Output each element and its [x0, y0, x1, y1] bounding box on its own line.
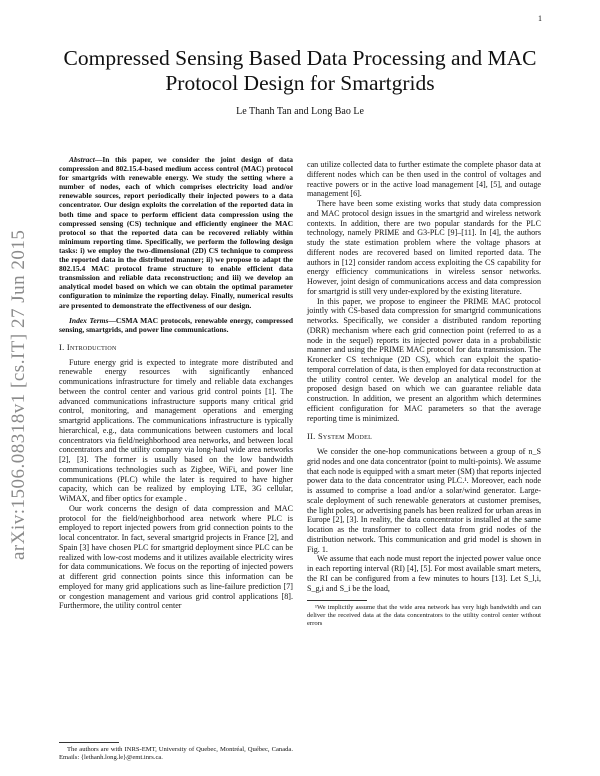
intro-paragraph: Our work concerns the design of data compression and MAC protocol for the field/neighborhood area network where PLC is employed to report injected powers from grid connection points to the local concentrator. In fact, several smartgrid projects in France [2], and Spain [3] have chosen PLC for smartgrid deployment since PLC can be realized with low-cost modems and it utilizes available electricity wires for data communications. We focus on the reporting of injected powers at different grid connection points since this information can be employed for many grid applications such as line-failure prediction [7] or congestion management and various grid control applications [8]. Furthermore, the utility control center — [59, 503, 293, 611]
left-footnote-block — [59, 735, 293, 762]
footnote-rule — [59, 742, 119, 743]
section-heading-introduction: I. Introduction — [59, 342, 117, 352]
paper-title: Compressed Sensing Based Data Processing and MAC Protocol Design for Smartgrids — [63, 46, 537, 95]
left-column — [59, 155, 293, 611]
section-heading-system-model: II. System Model — [307, 432, 373, 442]
abstract-lead: Abstract — [69, 155, 95, 164]
index-terms-text: —CSMA MAC protocols, renewable energy, compressed sensing, smartgrids, and power line communications. — [59, 315, 293, 334]
paper-authors: Le Thanh Tan and Long Bao Le — [236, 106, 364, 117]
arxiv-stamp: arXiv:1506.08318v1 [cs.IT] 27 Jun 2015 — [8, 229, 29, 560]
footnote-rule — [307, 600, 367, 601]
author-footnote: The authors are with INRS-EMT, University of Quebec, Montréal, Québec, Canada. Emails: {lethanh.long.le}@emt.inrs.ca. — [59, 746, 293, 761]
index-terms-lead: Index Terms — [69, 315, 109, 325]
index-terms — [59, 316, 293, 334]
right-column — [307, 160, 541, 628]
intro-paragraph: Future energy grid is expected to integrate more distributed and renewable energy resources with significantly enhanced communications infrastructure for timely and reliable data exchanges between the control center and various grid control points [1]. The advanced communications infrastructure supports many critical grid control, monitoring, and management operations and emerging smartgrid applications. The communications infrastructure is typically hierarchical, e.g., data communications between customers and local concentrators via field/neighborhood area networks, and between local concentrators and the utility company via long-haul wide area networks [2], [3]. The former is usually based on the low bandwidth communications technologies such as Zigbee, WiFi, and power line communications (PLC) while the later is required to have higher capacity, which can be realized by employing LTE, 3G cellular, WiMAX, and fiber optics for example . — [59, 357, 293, 504]
abstract — [59, 155, 293, 310]
page-number: 1 — [538, 14, 542, 23]
body-paragraph: There have been some existing works that study data compression and MAC protocol design issues in the smartgrid and wireless network contexts. In addition, there are two popular standards for the PLC technology, namely PRIME and G3-PLC [9]–[11]. In [4], the authors study the state estimation problem where the voltage phasors at different nodes are recovered based on limited reported data. The authors in [12] consider random access exploiting the CS capability for energy efficiency communications in wireless sensor networks. However, joint design of communications access and data compression for smartgrid is still very under-explored by the existing literature. — [307, 199, 541, 296]
system-footnote: ¹We implicitly assume that the wide area network has very high bandwidth and can deliver the received data at the data concentrators to the utility control center without errors — [307, 604, 541, 628]
body-paragraph: In this paper, we propose to engineer the PRIME MAC protocol jointly with CS-based data compression for smartgrid communications networks. Specifically, we consider a distributed random reporting (DRR) mechanism where each grid connection point (referred to as a node in the sequel) reports its injected power data in a probabilistic manner and using the PRIME MAC protocol for data transmission. The Kronecker CS technique (2D CS), which can exploit the spatio-temporal correlation of data, is then employed for data reconstruction at the utility control center. We develop an analytical model for the proposed design based on which we can guarantee reliable data construction. In addition, we present an algorithm which determines efficient configuration for MAC parameters so that the average reporting time is minimized. — [307, 296, 541, 423]
model-paragraph: We consider the one-hop communications between a group of n_S grid nodes and one data concentrator (point to multi-points). We assume that each node is equipped with a smart meter (SM) that reports injected power data to the data concentrator using PLC.¹. Moreover, each node is assumed to comprise a load and/or a solar/wind generator. Large-scale deployment of such renewable generators at customer premises, the light poles, or advertising panels has been realized for urban areas in Europe [2], [3]. In reality, the data concentrator is installed at the same location as the transformer to collect data from grid nodes of the distribution network. This communication and grid model is shown in Fig. 1. — [307, 447, 541, 554]
abstract-text: —In this paper, we consider the joint design of data compression and 802.15.4-based medium access control (MAC) protocol for smartgrids with renewable energy. We study the setting where a number of nodes, each of which comprises electricity load and/or renewable sources, report periodically their injected powers to a data concentrator. Our design exploits the correlation of the reported data in both time and space to perform efficient data compression using the compressed sensing (CS) technique and efficiently engineer the MAC protocol so that the reported data can be recovered reliably within minimum reporting time. Specifically, we perform the following design tasks: i) we employ the two-dimensional (2D) CS technique to compress the reported data in the distributed manner; ii) we propose to adapt the 802.15.4 MAC protocol frame structure to enable efficient data transmission and reliable data reconstruction; and iii) we develop an analytical model based on which we can obtain the optimal parameter configuration to minimize the reporting delay. Finally, numerical results are presented to demonstrate the effectiveness of our design. — [59, 155, 293, 310]
body-paragraph: can utilize collected data to further estimate the complete phasor data at different nodes which can be then used in the control of voltages and reactive powers or in the active load management [4], [5], and outage management [6]. — [307, 160, 541, 199]
model-paragraph: We assume that each node must report the injected power value once in each reporting interval (RI) [4], [5]. For most available smart meters, the RI can be configured from a few minutes to hours [13]. Let S_l,i, S_g,i and S_i be the load, — [307, 554, 541, 593]
